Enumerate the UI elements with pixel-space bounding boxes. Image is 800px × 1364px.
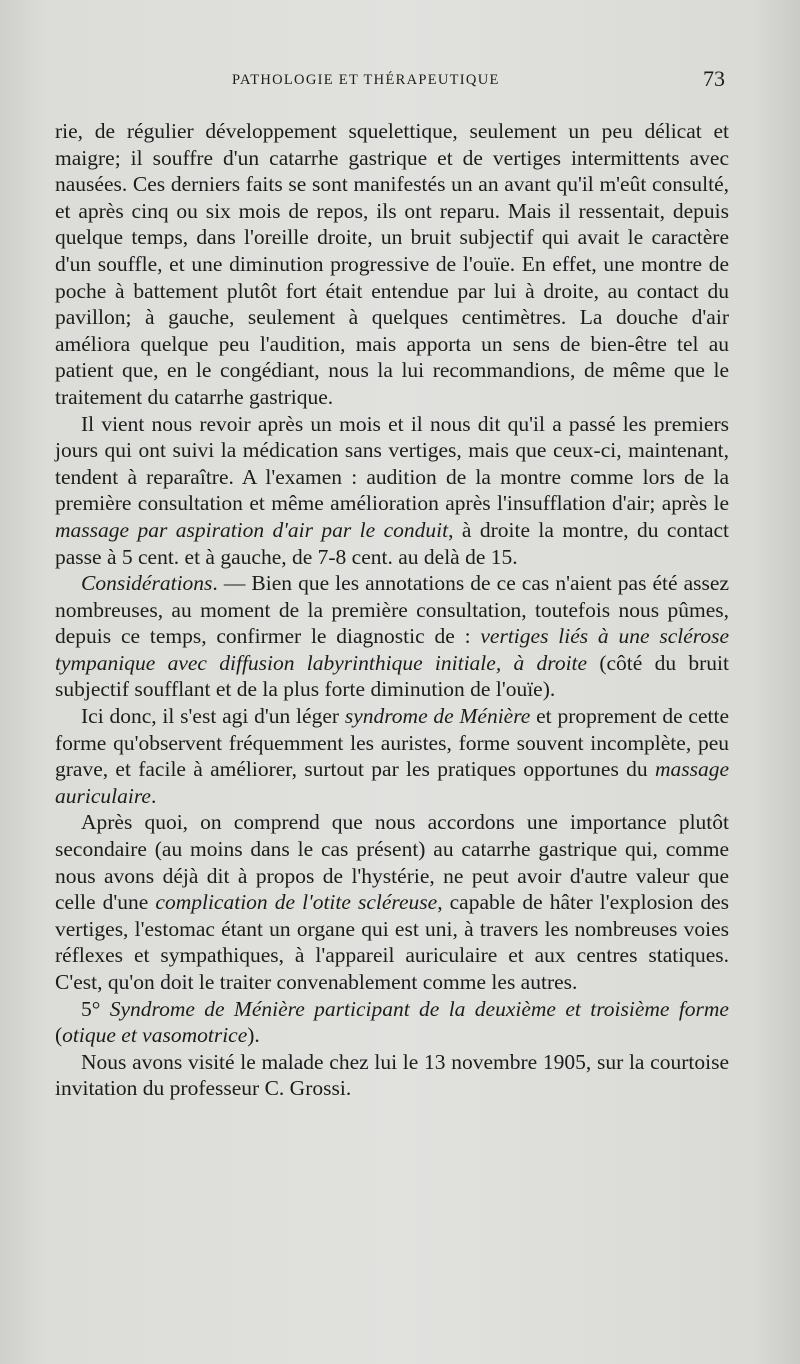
paragraph-visit: Nous avons visité le malade chez lui le 13 novembre 1905, sur la courtoise invitation du professeur C. Grossi. (55, 1049, 729, 1101)
paragraph-syndrome: Ici donc, il s'est agi d'un léger syndrome de Ménière et proprement de cette forme qu'observent fréquemment les auristes, forme souvent incomplète, peu grave, et facile à améliorer, surtout par les pratiques opportunes du massage auriculaire. (55, 704, 729, 808)
body-text (55, 118, 729, 1102)
page-number: 73 (703, 66, 725, 91)
section-heading: 5° Syndrome de Ménière participant de la deuxième et troisième forme (otique et vasomotrice). (55, 996, 729, 1048)
paragraph-case-description: rie, de régulier développement squelettique, seulement un peu délicat et maigre; il souffre d'un catarrhe gastrique et de vertiges intermittents avec nausées. Ces derniers faits se sont manifestés un an avant qu'il m'eût consulté, et après cinq ou six mois de repos, ils ont reparu. Mais il ressentait, depuis quelque temps, dans l'oreille droite, un bruit subjectif qui avait le caractère d'un souffle, et une diminution progressive de l'ouïe. En effet, une montre de poche à battement plutôt fort était entendue par lui à droite, au contact du pavillon; à gauche, seulement à quelques centimètres. La douche d'air améliora quelque peu l'audition, mais apporta un sens de bien-être tel au patient que, en le congédiant, nous la lui recommandions, de même que le traitement du catarrhe gastrique. (55, 119, 729, 409)
paragraph-follow-up: Il vient nous revoir après un mois et il nous dit qu'il a passé les premiers jours qui ont suivi la médication sans vertiges, mais que ceux-ci, maintenant, tendent à reparaître. A l'examen : audition de la montre comme lors de la première consultation et même amélioration après l'insufflation d'air; après le massage par aspiration d'air par le conduit, à droite la montre, du contact passe à 5 cent. et à gauche, de 7-8 cent. au delà de 15. (55, 411, 730, 569)
paragraph-gastric-catarrh: Après quoi, on comprend que nous accordons une importance plutôt secondaire (au moins dans le cas présent) au catarrhe gastrique qui, comme nous avons déjà dit à propos de l'hystérie, ne peut avoir d'autre valeur que celle d'une complication de l'otite scléreuse, capable de hâter l'explosion des vertiges, l'estomac étant un organe qui est uni, à travers les nombreuses voies réflexes et sympathiques, à l'appareil auriculaire et aux centres statiques. C'est, qu'on doit le traiter convenablement comme les autres. (55, 810, 729, 994)
running-head: PATHOLOGIE ET THÉRAPEUTIQUE (232, 72, 500, 88)
paragraph-considerations: Considérations. — Bien que les annotations de ce cas n'aient pas été assez nombreuses, au moment de la première consultation, toutefois nous pûmes, depuis ce temps, confirmer le diagnostic de : vertiges liés à une sclérose tympanique avec diffusion labyrinthique initiale, à droite (côté du bruit subjectif soufflant et de la plus forte diminution de l'ouïe). (55, 571, 729, 702)
